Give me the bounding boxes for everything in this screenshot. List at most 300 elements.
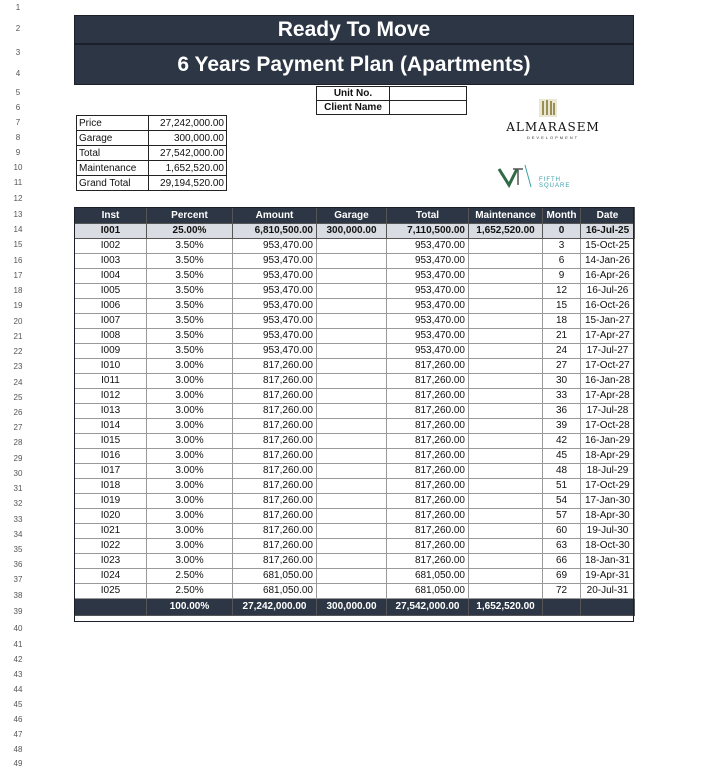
table-cell[interactable]: 60 [543,524,581,539]
row-number[interactable]: 36 [13,560,23,569]
column-header[interactable]: Amount [233,208,317,224]
table-cell[interactable] [317,419,387,434]
row-number[interactable]: 33 [13,515,23,524]
row-number[interactable]: 40 [13,624,23,633]
table-cell[interactable]: 17-Jan-30 [581,494,635,509]
row-number[interactable]: 5 [15,88,21,97]
totals-cell[interactable] [75,599,147,616]
table-cell[interactable]: I014 [75,419,147,434]
table-cell[interactable] [469,389,543,404]
row-number[interactable]: 10 [13,163,23,172]
table-cell[interactable]: 817,260.00 [233,389,317,404]
table-cell[interactable]: I024 [75,569,147,584]
row-number[interactable]: 18 [13,286,23,295]
table-cell[interactable]: 3.00% [147,419,233,434]
table-cell[interactable] [317,569,387,584]
table-cell[interactable]: 16-Apr-26 [581,269,635,284]
table-cell[interactable] [317,359,387,374]
table-cell[interactable]: I007 [75,314,147,329]
table-cell[interactable] [469,539,543,554]
row-number[interactable]: 31 [13,484,23,493]
table-cell[interactable]: I008 [75,329,147,344]
table-cell[interactable]: 817,260.00 [387,419,469,434]
table-cell[interactable]: I003 [75,254,147,269]
table-cell[interactable]: 817,260.00 [233,374,317,389]
table-cell[interactable]: 817,260.00 [233,449,317,464]
table-cell[interactable] [317,479,387,494]
row-number[interactable]: 23 [13,362,23,371]
table-cell[interactable]: 17-Apr-28 [581,389,635,404]
table-cell[interactable]: 3.00% [147,389,233,404]
row-number[interactable]: 49 [13,759,23,768]
row-number[interactable]: 48 [13,745,23,754]
column-header[interactable]: Total [387,208,469,224]
table-cell[interactable]: 817,260.00 [387,404,469,419]
table-cell[interactable]: 51 [543,479,581,494]
column-header[interactable]: Date [581,208,635,224]
table-cell[interactable]: I022 [75,539,147,554]
table-cell[interactable] [469,419,543,434]
row-number[interactable]: 43 [13,670,23,679]
table-cell[interactable] [317,509,387,524]
column-header[interactable]: Month [543,208,581,224]
row-number[interactable]: 32 [13,499,23,508]
table-cell[interactable]: 15-Jan-27 [581,314,635,329]
summary-row [77,116,227,131]
table-cell[interactable]: 817,260.00 [387,539,469,554]
table-cell[interactable]: 7,110,500.00 [387,224,469,239]
table-cell[interactable]: 817,260.00 [233,359,317,374]
table-cell[interactable]: 9 [543,269,581,284]
table-cell[interactable] [317,539,387,554]
table-cell[interactable]: 953,470.00 [387,269,469,284]
row-number[interactable]: 16 [13,256,23,265]
summary-value[interactable]: 29,194,520.00 [149,176,227,191]
table-cell[interactable]: 3.00% [147,434,233,449]
row-number[interactable]: 9 [15,148,21,157]
client-name-label[interactable]: Client Name [316,100,390,115]
table-row [75,239,635,254]
table-cell[interactable]: 20-Jul-31 [581,584,635,599]
table-cell[interactable]: I001 [75,224,147,239]
table-cell[interactable]: 18-Oct-30 [581,539,635,554]
table-cell[interactable]: 25.00% [147,224,233,239]
row-number[interactable]: 14 [13,225,23,234]
table-cell[interactable]: 3.00% [147,404,233,419]
summary-label[interactable]: Total [77,146,149,161]
row-number[interactable]: 4 [15,69,21,78]
table-cell[interactable]: 817,260.00 [233,404,317,419]
summary-value[interactable]: 27,242,000.00 [149,116,227,131]
row-number[interactable]: 37 [13,575,23,584]
row-number[interactable]: 30 [13,469,23,478]
table-cell[interactable]: 953,470.00 [233,344,317,359]
row-number[interactable]: 1 [15,3,21,12]
summary-label[interactable]: Grand Total [77,176,149,191]
row-number[interactable]: 3 [15,48,21,57]
table-row [75,389,635,404]
table-cell[interactable]: 16-Jan-29 [581,434,635,449]
table-cell[interactable]: I025 [75,584,147,599]
table-cell[interactable]: I015 [75,434,147,449]
table-cell[interactable]: 953,470.00 [233,239,317,254]
table-cell[interactable]: 17-Oct-28 [581,419,635,434]
table-cell[interactable]: 817,260.00 [387,449,469,464]
totals-cell[interactable]: 1,652,520.00 [469,599,543,616]
table-cell[interactable]: 21 [543,329,581,344]
table-cell[interactable]: 3.50% [147,344,233,359]
table-cell[interactable] [469,434,543,449]
table-cell[interactable] [469,299,543,314]
table-cell[interactable]: 953,470.00 [387,299,469,314]
table-cell[interactable]: 953,470.00 [233,269,317,284]
table-cell[interactable]: I004 [75,269,147,284]
table-cell[interactable]: I012 [75,389,147,404]
table-cell[interactable]: 72 [543,584,581,599]
table-cell[interactable]: 16-Jan-28 [581,374,635,389]
table-cell[interactable]: 18 [543,314,581,329]
table-cell[interactable] [317,329,387,344]
table-cell[interactable] [469,569,543,584]
row-number[interactable]: 46 [13,715,23,724]
sheet-title[interactable]: Ready To Move [74,15,634,44]
table-cell[interactable]: 953,470.00 [233,329,317,344]
table-cell[interactable] [317,464,387,479]
summary-label[interactable]: Price [77,116,149,131]
table-row [75,509,635,524]
totals-cell[interactable]: 27,542,000.00 [387,599,469,616]
table-cell[interactable]: 817,260.00 [387,434,469,449]
table-cell[interactable]: 39 [543,419,581,434]
table-cell[interactable] [317,239,387,254]
table-cell[interactable]: 817,260.00 [387,554,469,569]
table-cell[interactable] [469,404,543,419]
table-cell[interactable] [317,524,387,539]
table-cell[interactable]: 6,810,500.00 [233,224,317,239]
table-row [75,224,635,239]
row-number[interactable]: 39 [13,607,23,616]
table-cell[interactable]: 817,260.00 [387,494,469,509]
table-cell[interactable]: 953,470.00 [387,284,469,299]
table-cell[interactable]: 48 [543,464,581,479]
table-cell[interactable]: 3.00% [147,539,233,554]
column-header[interactable]: Inst [75,208,147,224]
table-cell[interactable]: 817,260.00 [387,359,469,374]
table-cell[interactable]: 953,470.00 [387,239,469,254]
table-cell[interactable]: 17-Jul-28 [581,404,635,419]
table-cell[interactable] [469,479,543,494]
table-cell[interactable] [469,584,543,599]
table-cell[interactable] [469,554,543,569]
sheet-subtitle[interactable]: 6 Years Payment Plan (Apartments) [74,44,634,85]
table-cell[interactable]: 17-Oct-27 [581,359,635,374]
table-cell[interactable]: 12 [543,284,581,299]
table-cell[interactable]: 3.50% [147,329,233,344]
row-number[interactable]: 47 [13,730,23,739]
table-cell[interactable]: 17-Apr-27 [581,329,635,344]
table-cell[interactable] [317,269,387,284]
table-cell[interactable]: 3.00% [147,524,233,539]
totals-cell[interactable]: 27,242,000.00 [233,599,317,616]
table-cell[interactable]: 30 [543,374,581,389]
table-cell[interactable]: 33 [543,389,581,404]
table-cell[interactable]: I016 [75,449,147,464]
table-cell[interactable]: 817,260.00 [233,464,317,479]
table-cell[interactable]: I021 [75,524,147,539]
table-cell[interactable]: 817,260.00 [387,389,469,404]
table-cell[interactable]: 3.00% [147,359,233,374]
row-number[interactable]: 44 [13,685,23,694]
unit-no-label[interactable]: Unit No. [316,86,390,101]
table-cell[interactable]: 15-Oct-25 [581,239,635,254]
table-cell[interactable]: 817,260.00 [387,374,469,389]
table-cell[interactable] [469,449,543,464]
table-cell[interactable] [469,314,543,329]
table-cell[interactable] [469,494,543,509]
table-cell[interactable]: 19-Jul-30 [581,524,635,539]
table-cell[interactable]: 19-Apr-31 [581,569,635,584]
table-cell[interactable] [469,464,543,479]
row-number[interactable]: 38 [13,591,23,600]
table-cell[interactable]: 24 [543,344,581,359]
table-cell[interactable]: 953,470.00 [387,254,469,269]
table-cell[interactable]: I006 [75,299,147,314]
table-cell[interactable] [317,554,387,569]
row-number[interactable]: 7 [15,118,21,127]
table-cell[interactable]: I017 [75,464,147,479]
table-cell[interactable] [469,509,543,524]
table-cell[interactable]: 817,260.00 [233,524,317,539]
table-cell[interactable]: 2.50% [147,584,233,599]
table-cell[interactable]: 817,260.00 [233,539,317,554]
table-cell[interactable] [317,584,387,599]
row-number[interactable]: 8 [15,133,21,142]
table-cell[interactable]: I002 [75,239,147,254]
summary-row [77,176,227,191]
table-cell[interactable]: 817,260.00 [233,509,317,524]
summary-row [77,161,227,176]
column-header[interactable]: Percent [147,208,233,224]
table-cell[interactable]: 3.00% [147,449,233,464]
totals-cell[interactable] [543,599,581,616]
table-cell[interactable]: 817,260.00 [233,479,317,494]
table-cell[interactable]: 3.00% [147,494,233,509]
table-row [75,344,635,359]
table-cell[interactable]: 953,470.00 [387,344,469,359]
table-cell[interactable]: 3.50% [147,314,233,329]
table-cell[interactable]: 953,470.00 [233,254,317,269]
table-cell[interactable]: I005 [75,284,147,299]
table-cell[interactable]: 42 [543,434,581,449]
row-number[interactable]: 29 [13,454,23,463]
row-number[interactable]: 26 [13,408,23,417]
table-cell[interactable]: 16-Jul-25 [581,224,635,239]
row-number[interactable]: 28 [13,438,23,447]
row-number[interactable]: 12 [13,194,23,203]
row-number[interactable]: 25 [13,393,23,402]
totals-cell[interactable]: 100.00% [147,599,233,616]
table-cell[interactable]: 3.00% [147,554,233,569]
table-cell[interactable]: 16-Jul-26 [581,284,635,299]
table-cell[interactable] [317,284,387,299]
table-row [75,419,635,434]
table-cell[interactable]: 681,050.00 [233,584,317,599]
row-number[interactable]: 2 [15,24,21,33]
table-cell[interactable]: 817,260.00 [387,479,469,494]
table-cell[interactable]: 17-Oct-29 [581,479,635,494]
row-number[interactable]: 15 [13,240,23,249]
table-cell[interactable]: 54 [543,494,581,509]
row-number[interactable]: 42 [13,655,23,664]
table-row [75,524,635,539]
table-cell[interactable]: 17-Jul-27 [581,344,635,359]
table-cell[interactable]: 36 [543,404,581,419]
row-number[interactable]: 35 [13,545,23,554]
summary-label[interactable]: Garage [77,131,149,146]
table-cell[interactable]: 953,470.00 [233,284,317,299]
table-cell[interactable]: 681,050.00 [233,569,317,584]
summary-value[interactable]: 300,000.00 [149,131,227,146]
table-cell[interactable]: 69 [543,569,581,584]
unit-no-value-cell[interactable] [389,86,467,101]
summary-value[interactable]: 1,652,520.00 [149,161,227,176]
row-number[interactable]: 22 [13,347,23,356]
client-name-value-cell[interactable] [389,100,467,115]
almarasem-logo[interactable] [473,85,633,204]
row-number[interactable]: 34 [13,530,23,539]
table-cell[interactable]: 3.50% [147,269,233,284]
table-cell[interactable]: 953,470.00 [387,314,469,329]
table-cell[interactable] [317,389,387,404]
table-cell[interactable]: 18-Apr-29 [581,449,635,464]
table-cell[interactable]: 18-Jan-31 [581,554,635,569]
table-cell[interactable] [317,404,387,419]
summary-label[interactable]: Maintenance [77,161,149,176]
table-cell[interactable]: 953,470.00 [233,314,317,329]
table-cell[interactable] [317,299,387,314]
table-cell[interactable]: I009 [75,344,147,359]
table-cell[interactable] [317,434,387,449]
totals-cell[interactable] [581,599,635,616]
table-cell[interactable]: 817,260.00 [233,419,317,434]
row-number[interactable]: 13 [13,210,23,219]
table-cell[interactable]: 3 [543,239,581,254]
table-cell[interactable]: 817,260.00 [387,524,469,539]
row-number[interactable]: 19 [13,301,23,310]
row-number-gutter [0,0,36,771]
table-cell[interactable]: 14-Jan-26 [581,254,635,269]
table-cell[interactable]: 3.50% [147,254,233,269]
table-cell[interactable]: 681,050.00 [387,569,469,584]
table-cell[interactable] [317,344,387,359]
table-cell[interactable]: 3.00% [147,464,233,479]
summary-row [77,131,227,146]
table-cell[interactable]: I011 [75,374,147,389]
table-cell[interactable]: 3.50% [147,299,233,314]
table-cell[interactable] [469,254,543,269]
table-cell[interactable] [317,254,387,269]
table-cell[interactable]: I010 [75,359,147,374]
table-cell[interactable]: 953,470.00 [233,299,317,314]
table-cell[interactable] [317,374,387,389]
row-number[interactable]: 24 [13,378,23,387]
table-cell[interactable]: 817,260.00 [233,554,317,569]
row-number[interactable]: 11 [13,178,23,187]
table-cell[interactable]: 1,652,520.00 [469,224,543,239]
row-number[interactable]: 27 [13,423,23,432]
table-cell[interactable]: 18-Apr-30 [581,509,635,524]
table-cell[interactable]: 681,050.00 [387,584,469,599]
table-row [75,254,635,269]
table-cell[interactable] [469,329,543,344]
table-cell[interactable]: 3.00% [147,374,233,389]
summary-value[interactable]: 27,542,000.00 [149,146,227,161]
table-cell[interactable]: 15 [543,299,581,314]
table-row [75,284,635,299]
table-cell[interactable]: I013 [75,404,147,419]
table-cell[interactable] [469,374,543,389]
table-cell[interactable]: I018 [75,479,147,494]
table-cell[interactable] [317,314,387,329]
table-cell[interactable] [317,449,387,464]
table-cell[interactable]: 817,260.00 [233,494,317,509]
summary-row [77,146,227,161]
table-cell[interactable]: 3.50% [147,239,233,254]
table-cell[interactable] [469,524,543,539]
table-cell[interactable]: I020 [75,509,147,524]
table-cell[interactable]: I019 [75,494,147,509]
table-cell[interactable]: 817,260.00 [387,509,469,524]
table-cell[interactable] [317,494,387,509]
column-header[interactable]: Garage [317,208,387,224]
row-number[interactable]: 20 [13,317,23,326]
table-cell[interactable]: I023 [75,554,147,569]
table-cell[interactable]: 3.00% [147,509,233,524]
table-cell[interactable]: 953,470.00 [387,329,469,344]
table-cell[interactable]: 18-Jul-29 [581,464,635,479]
row-number[interactable]: 45 [13,700,23,709]
table-row [75,569,635,584]
table-cell[interactable] [469,239,543,254]
table-cell[interactable] [469,344,543,359]
table-cell[interactable]: 63 [543,539,581,554]
column-header[interactable]: Maintenance [469,208,543,224]
table-cell[interactable] [469,284,543,299]
table-cell[interactable]: 3.00% [147,479,233,494]
table-cell[interactable]: 16-Oct-26 [581,299,635,314]
row-number[interactable]: 41 [13,640,23,649]
table-cell[interactable]: 3.50% [147,284,233,299]
table-cell[interactable] [469,269,543,284]
row-number[interactable]: 17 [13,271,23,280]
row-number[interactable]: 21 [13,332,23,341]
table-row [75,374,635,389]
table-cell[interactable]: 45 [543,449,581,464]
totals-cell[interactable]: 300,000.00 [317,599,387,616]
table-cell[interactable]: 817,260.00 [233,434,317,449]
table-cell[interactable]: 66 [543,554,581,569]
table-cell[interactable]: 57 [543,509,581,524]
table-cell[interactable] [469,359,543,374]
table-cell[interactable]: 27 [543,359,581,374]
table-cell[interactable]: 0 [543,224,581,239]
table-cell[interactable]: 817,260.00 [387,464,469,479]
table-cell[interactable]: 300,000.00 [317,224,387,239]
table-row [75,449,635,464]
table-cell[interactable]: 2.50% [147,569,233,584]
row-number[interactable]: 6 [15,103,21,112]
table-cell[interactable]: 6 [543,254,581,269]
